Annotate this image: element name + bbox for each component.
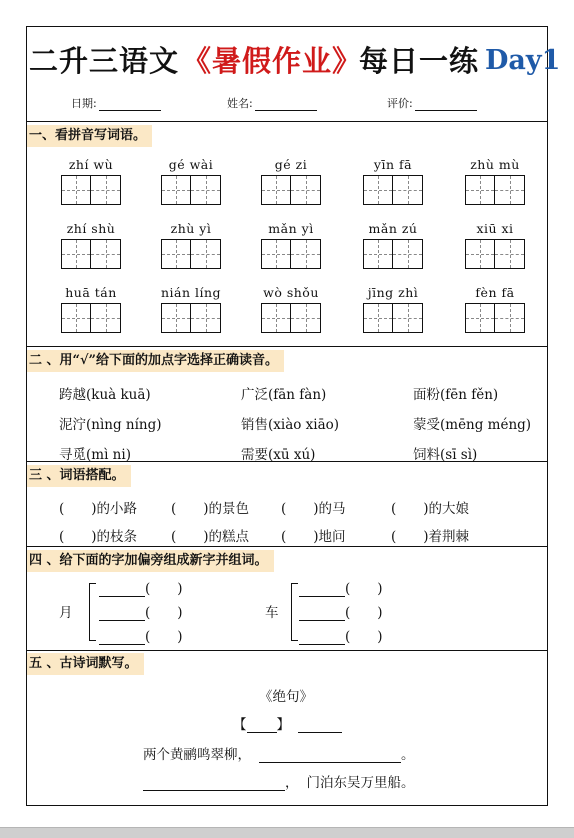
pinyin-label: zhù yì (170, 221, 212, 236)
poem-author-row (233, 713, 342, 733)
reading-word: 面粉 (413, 387, 440, 403)
grid-cell[interactable] (495, 176, 524, 204)
new-char-blank[interactable] (299, 632, 345, 645)
grid-cell[interactable] (262, 304, 291, 332)
poem-title: 《绝句》 (259, 689, 313, 705)
matching-item[interactable]: ( )地问 (281, 529, 346, 545)
grid-cell[interactable] (393, 176, 422, 204)
new-char-blank[interactable] (99, 632, 145, 645)
poem-line-2-mid: ， (285, 775, 299, 791)
matching-item[interactable]: ( )的枝条 (59, 529, 138, 545)
grid-cell[interactable] (291, 176, 320, 204)
radical-answer-right[interactable] (299, 577, 383, 597)
divider (27, 546, 547, 547)
matching-item[interactable]: ( )的马 (281, 501, 346, 517)
new-char-blank[interactable] (299, 608, 345, 621)
reading-word: 寻觅 (59, 447, 86, 463)
reading-item[interactable] (413, 383, 498, 403)
pinyin-label: jīng zhì (367, 285, 419, 300)
word-slot[interactable]: ( ) (345, 581, 383, 597)
new-char-blank[interactable] (299, 584, 345, 597)
page-title (27, 41, 561, 81)
new-char-blank[interactable] (99, 584, 145, 597)
writing-grid[interactable] (261, 175, 321, 205)
pinyin-label: xiū xi (476, 221, 514, 236)
grid-cell[interactable] (364, 304, 393, 332)
divider (27, 121, 547, 122)
title-day: Day1 (485, 45, 561, 76)
name-label: 姓名: (227, 97, 253, 110)
date-label: 日期: (71, 97, 97, 110)
reading-word: 泥泞 (59, 417, 86, 433)
reading-options[interactable]: (xiào xiāo) (268, 417, 340, 433)
grid-cell[interactable] (162, 176, 191, 204)
grid-cell[interactable] (62, 304, 91, 332)
pinyin-label: zhí wù (68, 157, 114, 172)
word-slot[interactable]: ( ) (145, 581, 183, 597)
writing-grid[interactable] (465, 175, 525, 205)
pinyin-label: mǎn yì (268, 221, 314, 236)
date-line[interactable] (99, 99, 161, 111)
writing-grid[interactable] (261, 239, 321, 269)
brace-2 (291, 583, 298, 641)
reading-word: 广泛 (241, 387, 268, 403)
reading-item[interactable] (413, 413, 531, 433)
section-3-title: 三 、词语搭配。 (27, 465, 131, 487)
writing-grid[interactable] (161, 239, 221, 269)
reading-options[interactable]: (fēn fěn) (440, 387, 499, 403)
radical-answer-right[interactable] (299, 601, 383, 621)
reading-word: 销售 (241, 417, 268, 433)
poem-line-2 (143, 771, 415, 791)
grid-cell[interactable] (495, 240, 524, 268)
matching-item[interactable]: ( )的景色 (171, 501, 250, 517)
reading-options[interactable]: (fān fàn) (268, 387, 327, 403)
pinyin-label: gé wài (168, 157, 214, 172)
grid-cell[interactable] (91, 304, 120, 332)
section-4-title: 四 、给下面的字加偏旁组成新字并组词。 (27, 550, 274, 572)
pinyin-label: zhí shù (66, 221, 116, 236)
reading-options[interactable]: (xū xú) (268, 447, 316, 463)
grid-cell[interactable] (191, 304, 220, 332)
poem-line-2-blank[interactable] (143, 778, 285, 791)
pinyin-label: fèn fā (475, 285, 515, 300)
title-daily: 每日一练 (359, 44, 480, 78)
writing-grid[interactable] (61, 175, 121, 205)
matching-item[interactable]: ( )的大娘 (391, 501, 470, 517)
poem-line-1-text: 两个黄鹂鸣翠柳， (143, 747, 251, 763)
radical-char-2: 车 (265, 605, 279, 621)
reading-options[interactable]: (mì ni) (86, 447, 131, 463)
writing-grid[interactable] (363, 175, 423, 205)
author-bracket-close: 】 (276, 717, 290, 733)
pinyin-label: wò shǒu (263, 285, 319, 300)
grid-cell[interactable] (262, 176, 291, 204)
writing-grid[interactable] (363, 303, 423, 333)
reading-item[interactable] (241, 383, 326, 403)
title-subject: 二升三语文 (29, 44, 180, 78)
divider (27, 461, 547, 462)
pinyin-label: yīn fā (373, 157, 413, 172)
grade-line[interactable] (415, 99, 477, 111)
grid-cell[interactable] (91, 176, 120, 204)
grid-cell[interactable] (466, 176, 495, 204)
reading-options[interactable]: (nìng níng) (86, 417, 162, 433)
matching-item[interactable]: ( )的小路 (59, 501, 138, 517)
writing-grid[interactable] (61, 239, 121, 269)
grid-cell[interactable] (364, 240, 393, 268)
new-char-blank[interactable] (99, 608, 145, 621)
reading-item[interactable] (59, 383, 151, 403)
section-2-title: 二 、用“√”给下面的加点字选择正确读音。 (27, 350, 284, 372)
writing-grid[interactable] (161, 175, 221, 205)
word-slot[interactable]: ( ) (345, 629, 383, 645)
grid-cell[interactable] (291, 240, 320, 268)
reading-item[interactable] (59, 443, 131, 463)
radical-answer-left[interactable] (99, 601, 183, 621)
word-slot[interactable]: ( ) (145, 629, 183, 645)
writing-grid[interactable] (465, 303, 525, 333)
radical-char-1: 月 (59, 605, 73, 621)
reading-item[interactable] (59, 413, 162, 433)
radical-answer-left[interactable] (99, 625, 183, 645)
grid-cell[interactable] (466, 240, 495, 268)
grid-cell[interactable] (91, 240, 120, 268)
name-field[interactable] (227, 95, 317, 111)
grid-cell[interactable] (262, 240, 291, 268)
author-bracket-open: 【 (233, 717, 247, 733)
window-bottom-bar (0, 827, 574, 838)
brace-1 (89, 583, 96, 641)
reading-options[interactable]: (sī sì) (440, 447, 478, 463)
grid-cell[interactable] (62, 240, 91, 268)
grid-cell[interactable] (495, 304, 524, 332)
reading-item[interactable] (241, 413, 339, 433)
word-slot[interactable]: ( ) (345, 605, 383, 621)
reading-word: 蒙受 (413, 417, 440, 433)
grid-cell[interactable] (191, 176, 220, 204)
word-slot[interactable]: ( ) (145, 605, 183, 621)
radical-answer-left[interactable] (99, 577, 183, 597)
grade-field[interactable] (387, 95, 477, 111)
pinyin-label: nián líng (160, 285, 222, 300)
writing-grid[interactable] (61, 303, 121, 333)
poem-line-2-text: 门泊东吴万里船。 (306, 775, 415, 791)
grid-cell[interactable] (393, 240, 422, 268)
grade-label: 评价: (387, 97, 413, 110)
dynasty-blank[interactable] (298, 720, 342, 733)
grid-cell[interactable] (162, 240, 191, 268)
grid-cell[interactable] (364, 176, 393, 204)
reading-item[interactable] (413, 443, 477, 463)
grid-cell[interactable] (291, 304, 320, 332)
pinyin-label: zhù mù (470, 157, 520, 172)
name-line[interactable] (255, 99, 317, 111)
poem-line-1 (143, 743, 415, 763)
divider (27, 650, 547, 651)
writing-grid[interactable] (363, 239, 423, 269)
matching-item[interactable]: ( )着荆棘 (391, 529, 470, 545)
section-1-title: 一、看拼音写词语。 (27, 125, 152, 147)
reading-item[interactable] (241, 443, 315, 463)
author-blank[interactable] (247, 720, 277, 733)
matching-item[interactable]: ( )的糕点 (171, 529, 250, 545)
grid-cell[interactable] (62, 176, 91, 204)
pinyin-label: gé zi (274, 157, 308, 172)
pinyin-label: mǎn zú (368, 221, 418, 236)
grid-cell[interactable] (191, 240, 220, 268)
poem-line-1-end: 。 (401, 747, 415, 763)
reading-word: 跨越 (59, 387, 86, 403)
writing-grid[interactable] (261, 303, 321, 333)
title-homework: 《暑假作业》 (182, 44, 363, 78)
poem-line-1-blank[interactable] (259, 750, 401, 763)
reading-word: 饲料 (413, 447, 440, 463)
pinyin-label: huā tán (65, 285, 117, 300)
grid-cell[interactable] (162, 304, 191, 332)
reading-options[interactable]: (mēng méng) (440, 417, 532, 433)
writing-grid[interactable] (465, 239, 525, 269)
worksheet (26, 26, 561, 806)
section-5-title: 五 、古诗词默写。 (27, 653, 144, 675)
grid-cell[interactable] (393, 304, 422, 332)
reading-options[interactable]: (kuà kuā) (86, 387, 151, 403)
writing-grid[interactable] (161, 303, 221, 333)
grid-cell[interactable] (466, 304, 495, 332)
radical-answer-right[interactable] (299, 625, 383, 645)
reading-word: 需要 (241, 447, 268, 463)
date-field[interactable] (71, 95, 161, 111)
divider (27, 346, 547, 347)
